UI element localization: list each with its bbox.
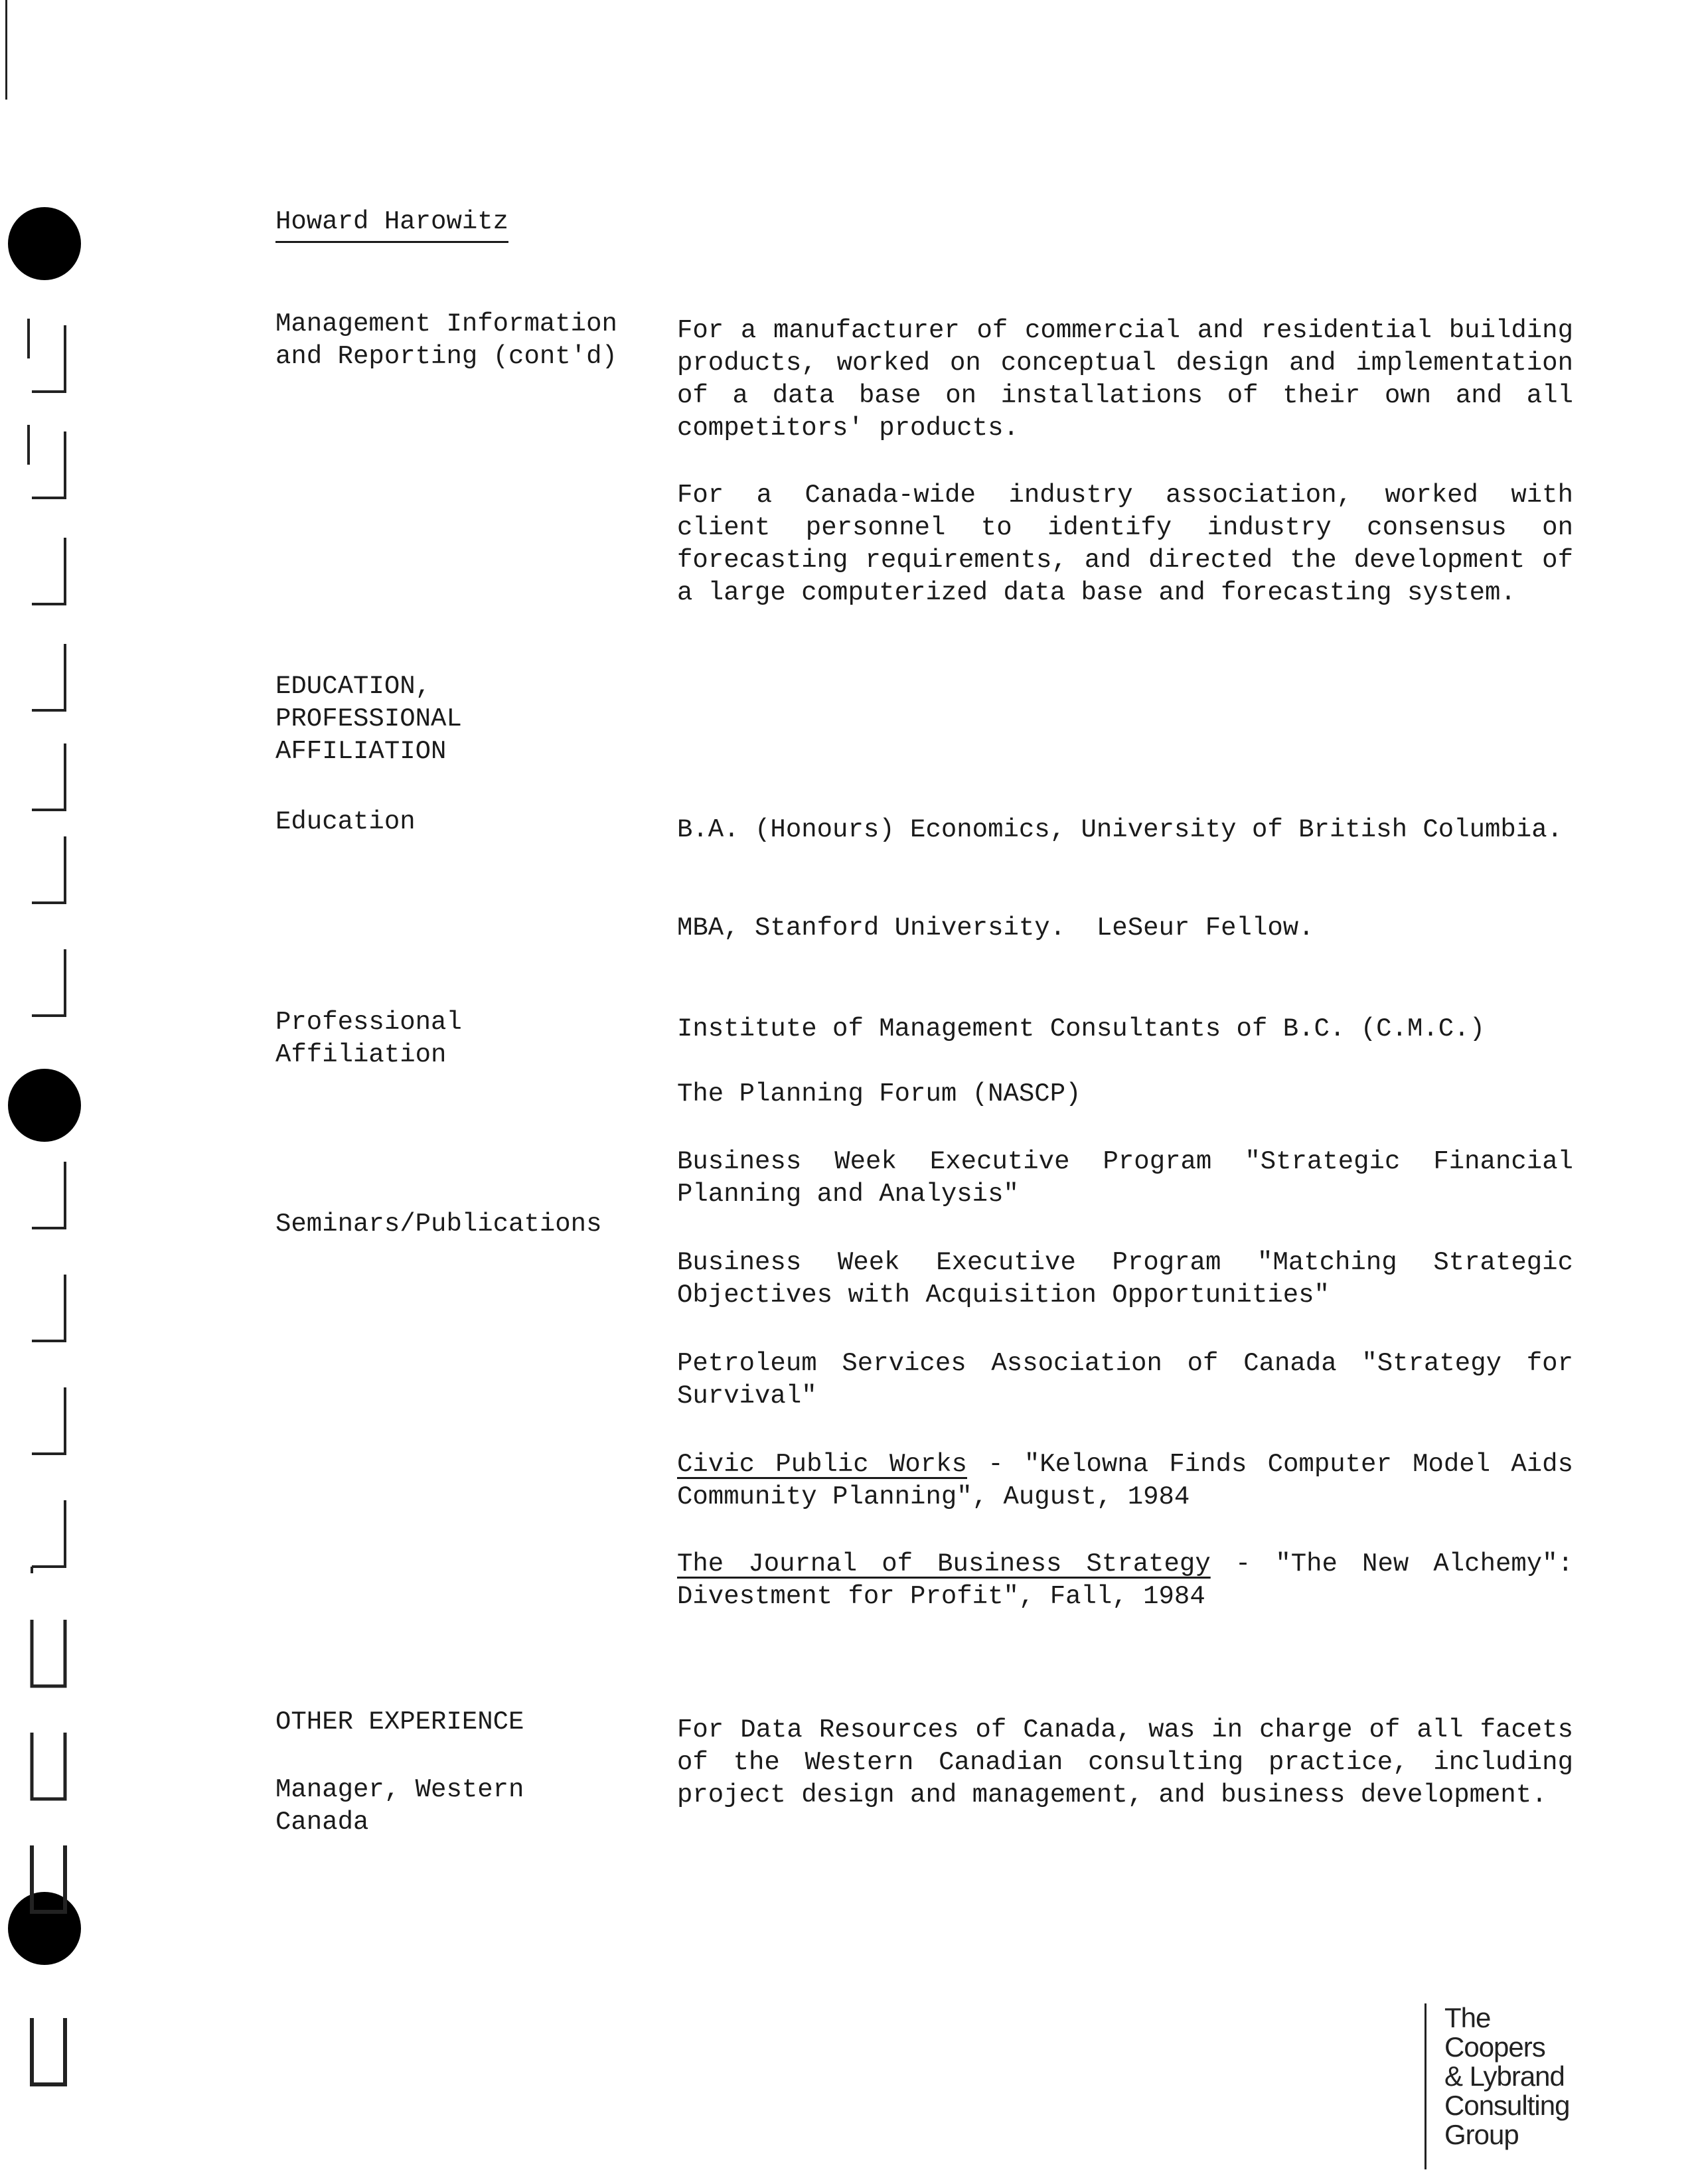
section-label-education: Education: [275, 807, 416, 836]
binder-ring-mark: [25, 1381, 72, 1460]
section-label-seminars: Seminars/Publications: [275, 1209, 602, 1239]
seminar-item-petroleum: Petroleum Services Association of Canada "Strategy for Survival": [677, 1349, 1573, 1411]
other-experience-paragraph: For Data Resources of Canada, was in charge of all facets of the Western Canadian consulting practice, including project design and management, and business development.: [677, 1715, 1573, 1810]
punch-hole-top: [8, 207, 81, 280]
publication-citation: - "The New Alchemy": Divestment for Profit", Fall, 1984: [677, 1549, 1573, 1611]
person-name: Howard Harowitz: [275, 206, 508, 243]
binder-ring-mark: [25, 1613, 72, 1693]
seminar-item-financial: Business Week Executive Program "Strategic Financial Planning and Analysis": [677, 1147, 1573, 1209]
coopers-lybrand-logo: [1424, 2003, 1624, 2169]
binder-ring-mark: [25, 737, 72, 817]
binder-ring-mark: [25, 531, 72, 611]
section-label-affiliation: Professional Affiliation: [275, 1008, 462, 1069]
binder-ring-mark: [25, 637, 72, 717]
binder-ring-mark: [25, 2011, 72, 2091]
publication-journal-business-strategy: [677, 1548, 1573, 1613]
section-label-management-information: Management Information and Reporting (cont'd): [275, 309, 617, 371]
binder-ring-mark: [25, 1494, 72, 1573]
binder-ring-mark: [25, 1155, 72, 1235]
logo-text: The Coopers & Lybrand Consulting Group: [1444, 2003, 1570, 2150]
binder-ring-mark: [25, 319, 72, 398]
binder-margin: [0, 0, 100, 2184]
binder-ring-mark: [25, 830, 72, 909]
publication-citation: - "Kelowna Finds Computer Model Aids Community Planning", August, 1984: [677, 1450, 1573, 1512]
page-edge-line: [5, 0, 7, 100]
section-heading-other-experience: OTHER EXPERIENCE: [275, 1707, 524, 1737]
binder-ring-mark: [25, 1726, 72, 1806]
binder-ring-mark: [25, 943, 72, 1022]
section-heading-education: EDUCATION, PROFESSIONAL AFFILIATION: [275, 672, 462, 766]
publication-title: The Journal of Business Strategy: [677, 1549, 1211, 1579]
education-item-ba: B.A. (Honours) Economics, University of British Columbia.: [677, 815, 1563, 844]
publication-civic-public-works: [677, 1448, 1573, 1514]
mir-paragraph-2: For a Canada-wide industry association, worked with client personnel to identify industry consensus on forecasting requirements, and directed the development of a large computerized data base and forecasting system.: [677, 481, 1573, 607]
publication-title: Civic Public Works: [677, 1450, 967, 1479]
affiliation-item-planning-forum: The Planning Forum (NASCP): [677, 1079, 1081, 1109]
seminar-item-acquisition: Business Week Executive Program "Matching Strategic Objectives with Acquisition Opportunities": [677, 1248, 1573, 1310]
binder-ring-mark: [25, 1839, 72, 1918]
punch-hole-middle: [8, 1069, 81, 1142]
binder-ring-mark: [25, 425, 72, 505]
education-item-mba: MBA, Stanford University. LeSeur Fellow.: [677, 913, 1314, 943]
mir-paragraph-1: For a manufacturer of commercial and residential building products, worked on conceptual design and implementation of a data base on installations of their own and all competitors' products.: [677, 316, 1573, 443]
binder-ring-mark: [25, 1268, 72, 1348]
section-label-manager-western-canada: Manager, Western Canada: [275, 1775, 524, 1837]
affiliation-item-cmc: Institute of Management Consultants of B.C. (C.M.C.): [677, 1014, 1485, 1044]
logo-rule: [1424, 2003, 1426, 2169]
page-title: [275, 206, 508, 243]
